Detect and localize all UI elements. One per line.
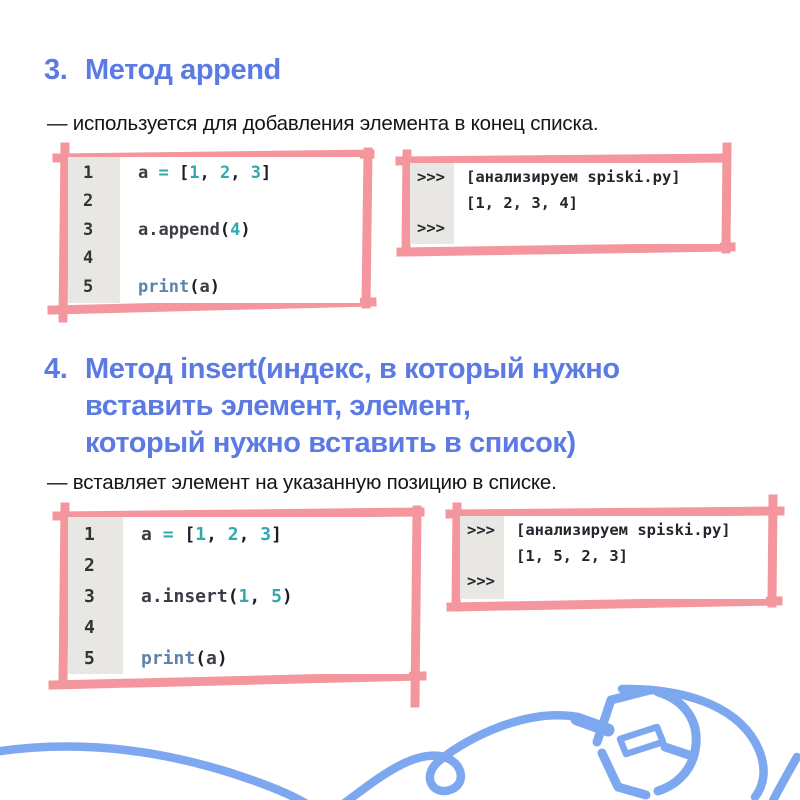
code-token: a.append [138,219,220,240]
code-token: 2 [219,163,231,183]
code-token: 5 [271,586,282,607]
code-token: , [206,524,228,545]
line-number: 1 [83,163,94,183]
section-3-heading [44,52,281,89]
code-token: ( [219,219,231,240]
console-rows [410,163,720,242]
code-text [120,273,220,301]
line-number: 5 [84,648,95,669]
code-line [68,581,409,612]
console-text: [анализируем spiski.py] [516,521,731,539]
code-token: ( [195,648,207,669]
code-token: print [138,276,190,297]
heading-line: Метод append [85,54,281,86]
code-line [68,159,360,187]
heading-line: вставить элемент, элемент, [85,390,471,422]
line-number: 4 [83,248,94,269]
code-token: print [141,648,196,669]
cable-loop [338,715,578,800]
heading-line: Метод insert(индекс, в который нужно [85,353,620,385]
code-token: , [230,163,251,183]
console-text [454,216,466,242]
section-3-number: 3. [44,54,68,86]
code-text [120,187,138,215]
console-prompt [460,544,504,570]
code-token: ) [281,586,293,607]
console-row [410,191,720,217]
code-line [68,273,360,301]
section-4-title [85,351,620,462]
mouse-cable-doodle-icon [0,650,800,800]
line-number: 1 [84,524,95,545]
line-number: 3 [83,219,94,240]
console-row [410,165,720,191]
code-line [68,187,360,215]
console-row [460,544,766,570]
console-body [460,516,766,599]
console-prompt [410,191,454,217]
code-token: ) [209,276,220,297]
code-token: ) [240,219,251,240]
code-rows [68,157,360,301]
console-row [460,569,766,595]
mouse-wheel-stub [665,747,689,755]
code-token: 2 [227,524,239,545]
mouse-wheel [620,727,663,754]
code-line [68,612,409,643]
console-row [410,216,720,242]
section-4-description: — вставляет элемент на указанную позицию в списке. [47,471,557,494]
code-token: a [138,163,159,183]
code-token: a.insert [141,586,228,607]
code-editor-append [55,146,375,316]
code-token: a [199,276,210,297]
code-text [123,581,293,612]
code-token: 1 [238,586,250,607]
code-line [68,550,409,581]
console-text: [1, 5, 2, 3] [516,546,628,565]
console-prompt: >>> [467,572,495,590]
code-token: , [249,586,272,607]
code-token: 3 [250,163,261,183]
code-editor-body [68,157,360,303]
code-token: = [158,163,179,183]
cable-wave-left [0,747,310,800]
console-prompt: >>> [467,521,495,539]
line-number: 2 [84,555,95,576]
code-token: 1 [189,163,200,183]
code-token: , [238,524,261,545]
code-token: 3 [260,524,272,545]
console-output-insert [448,505,782,611]
code-line [68,216,360,244]
code-text [123,550,141,581]
heading-line: который нужно вставить в список) [85,427,576,459]
code-text [120,244,138,272]
code-token: = [162,524,185,545]
code-line [68,519,409,550]
line-number: 4 [84,617,95,638]
code-text [120,159,271,187]
section-3-description: — используется для добавления элемента в конец списка. [47,112,599,135]
console-text: [1, 2, 3, 4] [466,193,578,212]
cable-corner-right [772,757,797,800]
code-token: a [206,648,217,669]
code-token: ) [216,648,228,669]
code-token: ] [271,524,282,545]
code-text [120,216,251,244]
console-output-append [398,152,734,256]
code-text [123,519,282,550]
code-token: 4 [230,219,241,240]
console-prompt: >>> [417,219,445,237]
code-token: , [199,163,220,183]
code-token: ] [260,163,272,183]
code-text [123,612,141,643]
code-line [68,244,360,272]
console-text [504,569,516,595]
code-token: 1 [195,524,207,545]
mouse-body-bottom [602,753,646,795]
code-token: a [141,524,163,545]
line-number: 2 [83,191,94,212]
section-3-title [85,52,281,89]
code-token: ( [227,586,239,607]
section-4-number: 4. [44,353,68,385]
console-body [410,163,720,244]
code-token: ( [189,276,200,297]
console-row [460,518,766,544]
console-rows [460,516,766,595]
console-text: [анализируем spiski.py] [466,168,681,186]
line-number: 3 [84,586,95,607]
section-4-heading [44,351,620,462]
console-prompt: >>> [417,168,445,186]
line-number: 5 [83,276,94,297]
code-token: [ [184,524,196,545]
code-token: [ [178,163,190,183]
